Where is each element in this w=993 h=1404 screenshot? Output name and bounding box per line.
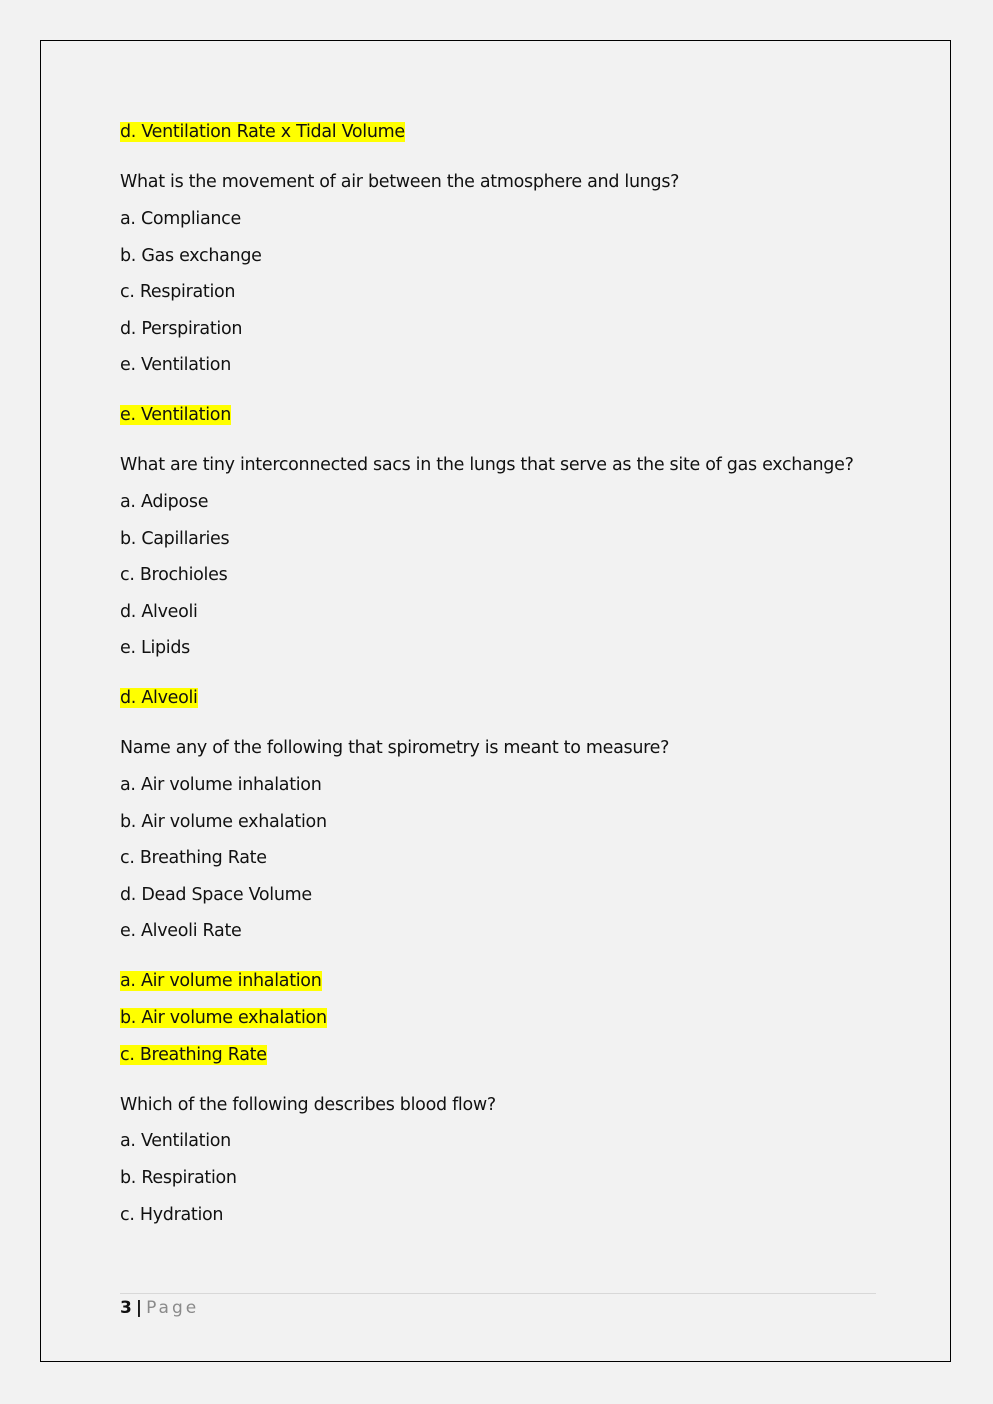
highlighted-text: d. Ventilation Rate x Tidal Volume: [120, 122, 405, 142]
line-text: What are tiny interconnected sacs in the lungs that serve as the site of gas exchange?: [120, 455, 854, 475]
line-text: b. Gas exchange: [120, 246, 262, 266]
answer-highlight: [120, 404, 231, 427]
answer-highlight: [120, 687, 198, 710]
option-text: [120, 245, 262, 268]
document-page: [40, 40, 951, 1362]
answer-highlight: [120, 1044, 267, 1067]
line-text: d. Dead Space Volume: [120, 885, 312, 905]
option-text: [120, 354, 231, 377]
option-text: [120, 491, 208, 514]
option-text: [120, 564, 227, 587]
option-text: [120, 601, 198, 624]
line-text: a. Ventilation: [120, 1131, 231, 1151]
line-text: b. Air volume exhalation: [120, 812, 327, 832]
highlighted-text: b. Air volume exhalation: [120, 1008, 327, 1028]
line-text: e. Ventilation: [120, 355, 231, 375]
question-text: [120, 1094, 496, 1117]
option-text: [120, 1204, 223, 1227]
footer-divider: [120, 1293, 876, 1294]
line-text: d. Alveoli: [120, 602, 198, 622]
line-text: a. Air volume inhalation: [120, 775, 322, 795]
line-text: c. Breathing Rate: [120, 848, 267, 868]
option-text: [120, 1167, 237, 1190]
line-text: c. Hydration: [120, 1205, 224, 1225]
highlighted-text: c. Breathing Rate: [120, 1045, 267, 1065]
answer-highlight: [120, 1007, 327, 1030]
page-number: 3: [120, 1298, 132, 1318]
highlighted-text: a. Air volume inhalation: [120, 971, 322, 991]
option-text: [120, 811, 327, 834]
question-text: [120, 171, 679, 194]
line-text: a. Adipose: [120, 492, 209, 512]
option-text: [120, 774, 322, 797]
line-text: Name any of the following that spirometry is meant to measure?: [120, 738, 670, 758]
option-text: [120, 884, 312, 907]
page-footer: [120, 1297, 199, 1319]
question-text: [120, 454, 854, 477]
line-text: e. Lipids: [120, 638, 191, 658]
page-label: Page: [146, 1298, 200, 1318]
option-text: [120, 208, 241, 231]
highlighted-text: d. Alveoli: [120, 688, 198, 708]
line-text: What is the movement of air between the atmosphere and lungs?: [120, 172, 680, 192]
line-text: d. Perspiration: [120, 319, 243, 339]
line-text: b. Respiration: [120, 1168, 237, 1188]
answer-highlight: [120, 121, 405, 144]
question-text: [120, 737, 669, 760]
line-text: c. Brochioles: [120, 565, 228, 585]
option-text: [120, 847, 267, 870]
line-text: e. Alveoli Rate: [120, 921, 242, 941]
option-text: [120, 920, 241, 943]
line-text: b. Capillaries: [120, 529, 230, 549]
option-text: [120, 281, 235, 304]
line-text: Which of the following describes blood flow?: [120, 1095, 496, 1115]
highlighted-text: e. Ventilation: [120, 405, 231, 425]
answer-highlight: [120, 970, 322, 993]
option-text: [120, 1130, 231, 1153]
line-text: a. Compliance: [120, 209, 241, 229]
option-text: [120, 318, 242, 341]
option-text: [120, 528, 229, 551]
option-text: [120, 637, 190, 660]
line-text: c. Respiration: [120, 282, 236, 302]
page-separator: |: [135, 1298, 143, 1318]
